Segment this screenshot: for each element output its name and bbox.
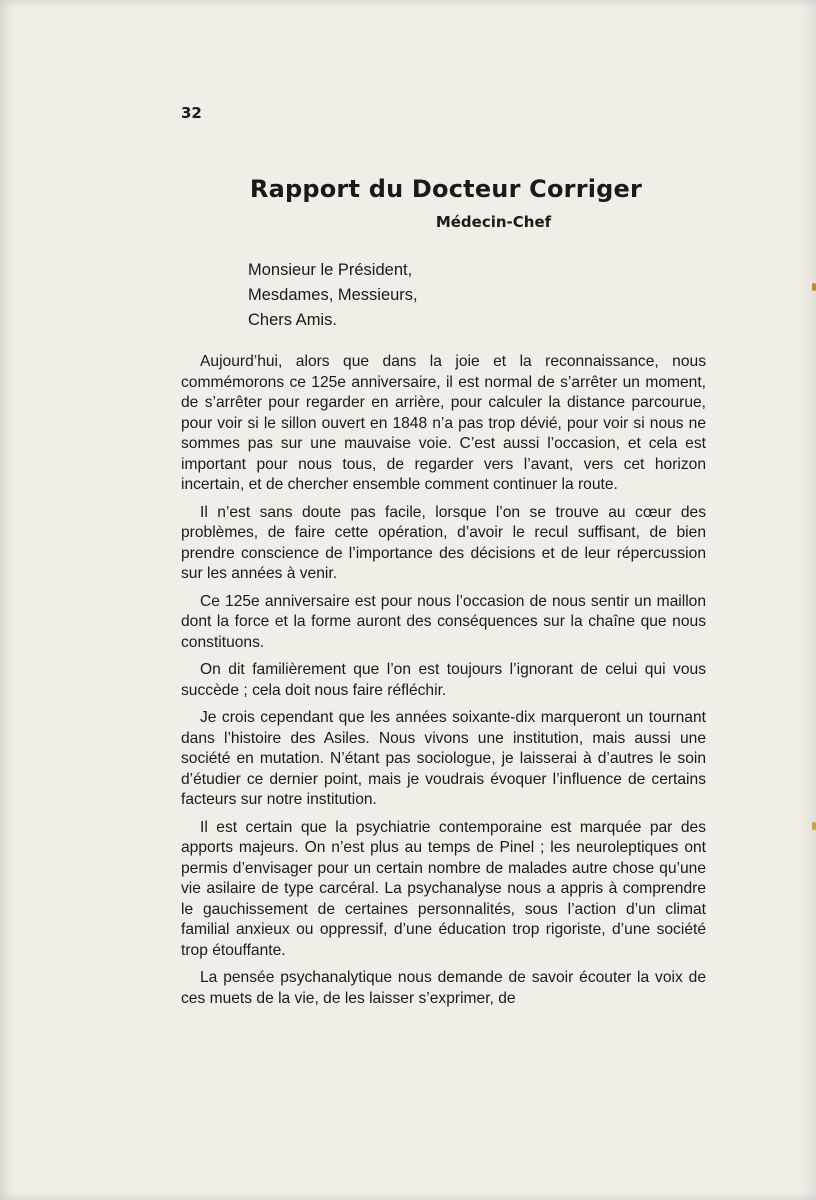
page-title: Rapport du Docteur Corriger	[249, 175, 643, 203]
paragraph: Il n’est sans doute pas facile, lorsque l’on se trouve au cœur des problèmes, de faire cette opération, d’avoir le recul suffisant, de bien prendre conscience de l’importance des décisions et de leur répercussion sur les années à venir.	[181, 503, 706, 582]
salutation-line: Mesdames, Messieurs,	[248, 286, 418, 304]
paragraph: La pensée psychanalytique nous demande de savoir écouter la voix de ces muets de la vie, de les laisser s’exprimer, de	[181, 969, 706, 1007]
salutation-line: Monsieur le Président,	[248, 261, 413, 279]
paper-stain	[812, 822, 816, 830]
salutation-line: Chers Amis.	[248, 311, 337, 329]
paragraph: On dit familièrement que l’on est toujours l’ignorant de celui qui vous succède ; cela doit nous faire réfléchir.	[181, 661, 706, 699]
paragraph: Aujourd’hui, alors que dans la joie et la reconnaissance, nous commémorons ce 125e anniversaire, il est normal de s’arrêter un moment, de s’arrêter pour regarder en arrière, pour calculer la distance parcourue, pour voir si le sillon ouvert en 1848 n’a pas trop dévié, pour voir si nous ne sommes pas sur une mauvaise voie. C’est aussi l’occasion, et cela est important pour nous tous, de regarder vers l’avant, vers cet horizon incertain, et de chercher ensemble comment continuer la route.	[181, 353, 706, 493]
paragraph: Il est certain que la psychiatrie contemporaine est marquée par des apports majeurs. On n’est plus au temps de Pinel ; les neuroleptiques ont permis d’envisager pour un certain nombre de malades autre chose qu’une vie asilaire de type carcéral. La psychanalyse nous a appris à comprendre le gauchissement de certaines personnalités, sous l’action d’un climat familial anxieux ou oppressif, d’une éducation trop rigoriste, d’une société trop étouffante.	[181, 818, 706, 959]
paragraph: Ce 125e anniversaire est pour nous l’occasion de nous sentir un maillon dont la force et la forme auront des conséquences sur la chaîne que nous constituons.	[181, 592, 706, 651]
paper-stain	[812, 283, 816, 291]
report-body	[181, 352, 706, 1016]
salutation-block	[248, 258, 418, 333]
author-role: Médecin-Chef	[435, 213, 552, 231]
page-number: 32	[181, 104, 202, 122]
paragraph: Je crois cependant que les années soixante-dix marqueront un tournant dans l’histoire des Asiles. Nous vivons une institution, mais aussi une société en mutation. N’étant pas sociologue, je laisserai à d’autres le soin d’étudier ce dernier point, mais je voudrais évoquer l’influence de certains facteurs sur notre institution.	[181, 709, 706, 808]
